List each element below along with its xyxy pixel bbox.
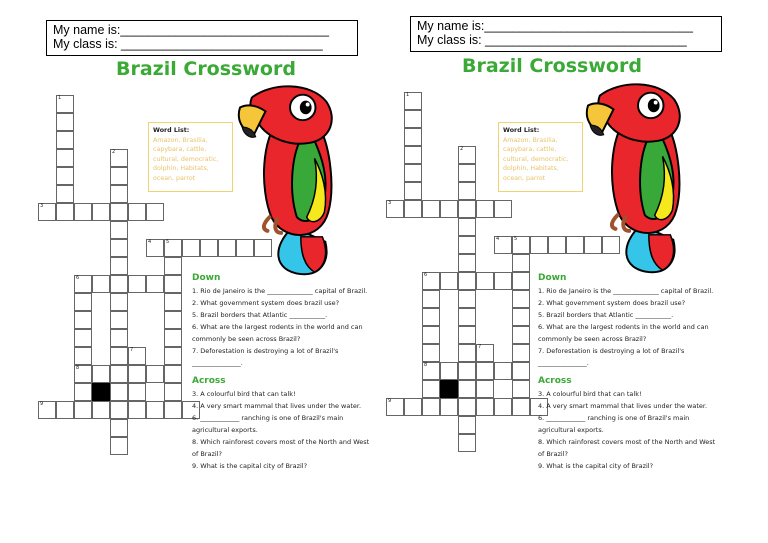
crossword-cell[interactable] (74, 293, 92, 311)
crossword-cell[interactable] (494, 398, 512, 416)
across-clue: 8. Which rainforest covers most of the North and West of Brazil? (192, 438, 370, 458)
crossword-cell[interactable] (512, 344, 530, 362)
crossword-cell[interactable] (74, 383, 92, 401)
crossword-cell[interactable] (458, 416, 476, 434)
crossword-cell[interactable] (56, 95, 74, 113)
crossword-cell[interactable] (110, 221, 128, 239)
crossword-cell[interactable] (476, 272, 494, 290)
crossword-cell[interactable] (476, 200, 494, 218)
name-class-box (46, 20, 358, 56)
crossword-cell[interactable] (56, 149, 74, 167)
crossword-cell[interactable] (146, 275, 164, 293)
crossword-cell[interactable] (74, 203, 92, 221)
crossword-cell[interactable] (128, 401, 146, 419)
crossword-cell[interactable] (422, 272, 440, 290)
crossword-cell[interactable] (404, 128, 422, 146)
crossword-cell[interactable] (458, 380, 476, 398)
parrot-illustration (580, 78, 698, 274)
crossword-cell[interactable] (458, 182, 476, 200)
crossword-black-cell (440, 380, 458, 398)
down-clue: 7. Deforestation is destroying a lot of Brazil's _______________. (538, 347, 685, 367)
cell-number: 5 (166, 239, 170, 245)
crossword-cell[interactable] (422, 344, 440, 362)
down-clue: 7. Deforestation is destroying a lot of Brazil's _______________. (192, 347, 339, 367)
crossword-cell[interactable] (164, 383, 182, 401)
parrot-illustration (232, 80, 350, 276)
crossword-cell[interactable] (92, 365, 110, 383)
crossword-cell[interactable] (386, 200, 404, 218)
page-title: Brazil Crossword (462, 55, 642, 77)
class-line[interactable]: My class is: _____________________________ (417, 33, 687, 47)
cell-number: 1 (58, 95, 62, 101)
word-list-title: Word List: (503, 127, 540, 134)
across-clue: 8. Which rainforest covers most of the North and West of Brazil? (538, 438, 716, 458)
word-list (148, 122, 233, 192)
crossword-cell[interactable] (164, 329, 182, 347)
crossword-cell[interactable] (164, 311, 182, 329)
crossword-cell[interactable] (164, 275, 182, 293)
crossword-cell[interactable] (128, 383, 146, 401)
crossword-cell[interactable] (404, 164, 422, 182)
crossword-cell[interactable] (476, 398, 494, 416)
cell-number: 5 (514, 236, 518, 242)
crossword-cell[interactable] (110, 257, 128, 275)
crossword-cell[interactable] (110, 167, 128, 185)
cell-number: 9 (40, 401, 44, 407)
crossword-cell[interactable] (404, 182, 422, 200)
crossword-cell[interactable] (458, 200, 476, 218)
crossword-cell[interactable] (56, 203, 74, 221)
clues-panel (538, 272, 718, 472)
crossword-cell[interactable] (530, 236, 548, 254)
crossword-cell[interactable] (458, 290, 476, 308)
across-clue: 4. A very smart mammal that lives under the water. (192, 402, 362, 410)
crossword-cell[interactable] (164, 239, 182, 257)
crossword-cell[interactable] (404, 398, 422, 416)
crossword-cell[interactable] (458, 254, 476, 272)
worksheet-right (384, 0, 768, 543)
across-heading: Across (192, 376, 226, 386)
crossword-cell[interactable] (182, 239, 200, 257)
crossword-cell[interactable] (422, 326, 440, 344)
crossword-cell[interactable] (110, 239, 128, 257)
crossword-cell[interactable] (74, 275, 92, 293)
crossword-cell[interactable] (458, 164, 476, 182)
crossword-cell[interactable] (512, 380, 530, 398)
class-line[interactable]: My class is: _____________________________ (53, 37, 323, 51)
crossword-cell[interactable] (440, 272, 458, 290)
cell-number: 8 (424, 362, 428, 368)
down-clue: 1. Rio de Janeiro is the ______________ capital of Brazil. (538, 287, 714, 295)
cell-number: 2 (112, 149, 116, 155)
crossword-cell[interactable] (146, 365, 164, 383)
crossword-cell[interactable] (494, 272, 512, 290)
crossword-black-cell (92, 383, 110, 401)
crossword-cell[interactable] (458, 362, 476, 380)
crossword-cell[interactable] (164, 401, 182, 419)
cell-number: 4 (496, 236, 500, 242)
crossword-cell[interactable] (494, 200, 512, 218)
crossword-cell[interactable] (128, 347, 146, 365)
crossword-cell[interactable] (164, 257, 182, 275)
crossword-cell[interactable] (128, 203, 146, 221)
crossword-cell[interactable] (110, 293, 128, 311)
cell-number: 3 (40, 203, 44, 209)
down-heading: Down (538, 273, 567, 283)
crossword-cell[interactable] (74, 365, 92, 383)
crossword-cell[interactable] (146, 239, 164, 257)
crossword-cell[interactable] (512, 308, 530, 326)
crossword-cell[interactable] (110, 203, 128, 221)
across-clue: 9. What is the capital city of Brazil? (192, 462, 308, 470)
crossword-cell[interactable] (422, 398, 440, 416)
crossword-cell[interactable] (56, 401, 74, 419)
across-clue: 6. ____________ ranching is one of Brazil's main agricultural exports. (192, 414, 344, 434)
down-clue: 6. What are the largest rodents in the world and can commonly be seen across Brazil? (538, 323, 709, 343)
cell-number: 7 (478, 344, 482, 350)
crossword-cell[interactable] (110, 419, 128, 437)
crossword-cell[interactable] (92, 203, 110, 221)
crossword-cell[interactable] (422, 290, 440, 308)
cell-number: 6 (76, 275, 80, 281)
crossword-cell[interactable] (440, 200, 458, 218)
crossword-cell[interactable] (476, 344, 494, 362)
crossword-cell[interactable] (110, 347, 128, 365)
crossword-cell[interactable] (476, 362, 494, 380)
crossword-cell[interactable] (38, 401, 56, 419)
crossword-cell[interactable] (440, 398, 458, 416)
crossword-cell[interactable] (110, 437, 128, 455)
down-clue: 1. Rio de Janeiro is the ______________ capital of Brazil. (192, 287, 368, 295)
cell-number: 6 (424, 272, 428, 278)
crossword-cell[interactable] (74, 347, 92, 365)
across-clue: 3. A colourful bird that can talk! (538, 390, 642, 398)
word-list (498, 122, 583, 192)
across-clue: 4. A very smart mammal that lives under the water. (538, 402, 708, 410)
crossword-cell[interactable] (92, 401, 110, 419)
word-list-title: Word List: (153, 127, 190, 134)
cell-number: 4 (148, 239, 152, 245)
crossword-cell[interactable] (458, 398, 476, 416)
crossword-cell[interactable] (422, 380, 440, 398)
crossword-cell[interactable] (56, 167, 74, 185)
crossword-cell[interactable] (458, 326, 476, 344)
crossword-cell[interactable] (458, 308, 476, 326)
cell-number: 9 (388, 398, 392, 404)
down-clue: 6. What are the largest rodents in the world and can commonly be seen across Brazil? (192, 323, 363, 343)
crossword-cell[interactable] (110, 311, 128, 329)
crossword-cell[interactable] (512, 272, 530, 290)
crossword-cell[interactable] (110, 275, 128, 293)
crossword-cell[interactable] (422, 308, 440, 326)
crossword-cell[interactable] (458, 218, 476, 236)
crossword-cell[interactable] (128, 365, 146, 383)
crossword-cell[interactable] (458, 236, 476, 254)
across-clue: 6. ____________ ranching is one of Brazil's main agricultural exports. (538, 414, 690, 434)
across-heading: Across (538, 376, 572, 386)
crossword-cell[interactable] (404, 200, 422, 218)
crossword-cell[interactable] (404, 146, 422, 164)
crossword-cell[interactable] (74, 401, 92, 419)
across-clue: 9. What is the capital city of Brazil? (538, 462, 654, 470)
down-heading: Down (192, 273, 221, 283)
crossword-cell[interactable] (512, 236, 530, 254)
crossword-cell[interactable] (494, 236, 512, 254)
across-clue: 3. A colourful bird that can talk! (192, 390, 296, 398)
crossword-cell[interactable] (512, 326, 530, 344)
crossword-cell[interactable] (458, 344, 476, 362)
crossword-cell[interactable] (110, 329, 128, 347)
crossword-cell[interactable] (512, 398, 530, 416)
crossword-cell[interactable] (476, 380, 494, 398)
page-title: Brazil Crossword (116, 58, 296, 80)
down-clue: 5. Brazil borders that Atlantic ___________. (538, 311, 674, 319)
crossword-cell[interactable] (164, 347, 182, 365)
crossword-cell[interactable] (458, 272, 476, 290)
name-line[interactable]: My name is:______________________________ (53, 23, 329, 37)
crossword-cell[interactable] (56, 113, 74, 131)
crossword-cell[interactable] (458, 434, 476, 452)
crossword-cell[interactable] (440, 362, 458, 380)
word-list-words: Amazon, Brasilia, capybara, cattle, cultural, democratic, dolphin, Habitats, ocean, parrot (153, 136, 219, 182)
cell-number: 7 (130, 347, 134, 353)
name-class-box (410, 16, 722, 52)
crossword-cell[interactable] (404, 110, 422, 128)
cell-number: 3 (388, 200, 392, 206)
crossword-cell[interactable] (512, 254, 530, 272)
crossword-cell[interactable] (110, 149, 128, 167)
down-clue: 5. Brazil borders that Atlantic ___________. (192, 311, 328, 319)
crossword-cell[interactable] (512, 290, 530, 308)
crossword-cell[interactable] (404, 92, 422, 110)
crossword-cell[interactable] (164, 293, 182, 311)
crossword-cell[interactable] (110, 383, 128, 401)
crossword-cell[interactable] (74, 311, 92, 329)
crossword-cell[interactable] (146, 203, 164, 221)
word-list-words: Amazon, Brasilia, capybara, cattle, cultural, democratic, dolphin, Habitats, ocean, parrot (503, 136, 569, 182)
crossword-cell[interactable] (56, 185, 74, 203)
crossword-cell[interactable] (38, 203, 56, 221)
crossword-cell[interactable] (458, 146, 476, 164)
crossword-cell[interactable] (92, 275, 110, 293)
crossword-cell[interactable] (512, 362, 530, 380)
crossword-cell[interactable] (422, 362, 440, 380)
crossword-cell[interactable] (164, 365, 182, 383)
crossword-cell[interactable] (110, 185, 128, 203)
crossword-cell[interactable] (422, 200, 440, 218)
name-line[interactable]: My name is:______________________________ (417, 19, 693, 33)
crossword-cell[interactable] (386, 398, 404, 416)
down-clue: 2. What government system does brazil use? (192, 299, 340, 307)
cell-number: 1 (406, 92, 410, 98)
crossword-cell[interactable] (110, 365, 128, 383)
crossword-cell[interactable] (494, 362, 512, 380)
crossword-cell[interactable] (74, 329, 92, 347)
cell-number: 2 (460, 146, 464, 152)
crossword-cell[interactable] (56, 131, 74, 149)
crossword-cell[interactable] (146, 401, 164, 419)
crossword-cell[interactable] (110, 401, 128, 419)
cell-number: 8 (76, 365, 80, 371)
down-clue: 2. What government system does brazil use? (538, 299, 686, 307)
crossword-cell[interactable] (128, 275, 146, 293)
clues-panel (192, 272, 370, 472)
crossword-cell[interactable] (548, 236, 566, 254)
crossword-cell[interactable] (200, 239, 218, 257)
